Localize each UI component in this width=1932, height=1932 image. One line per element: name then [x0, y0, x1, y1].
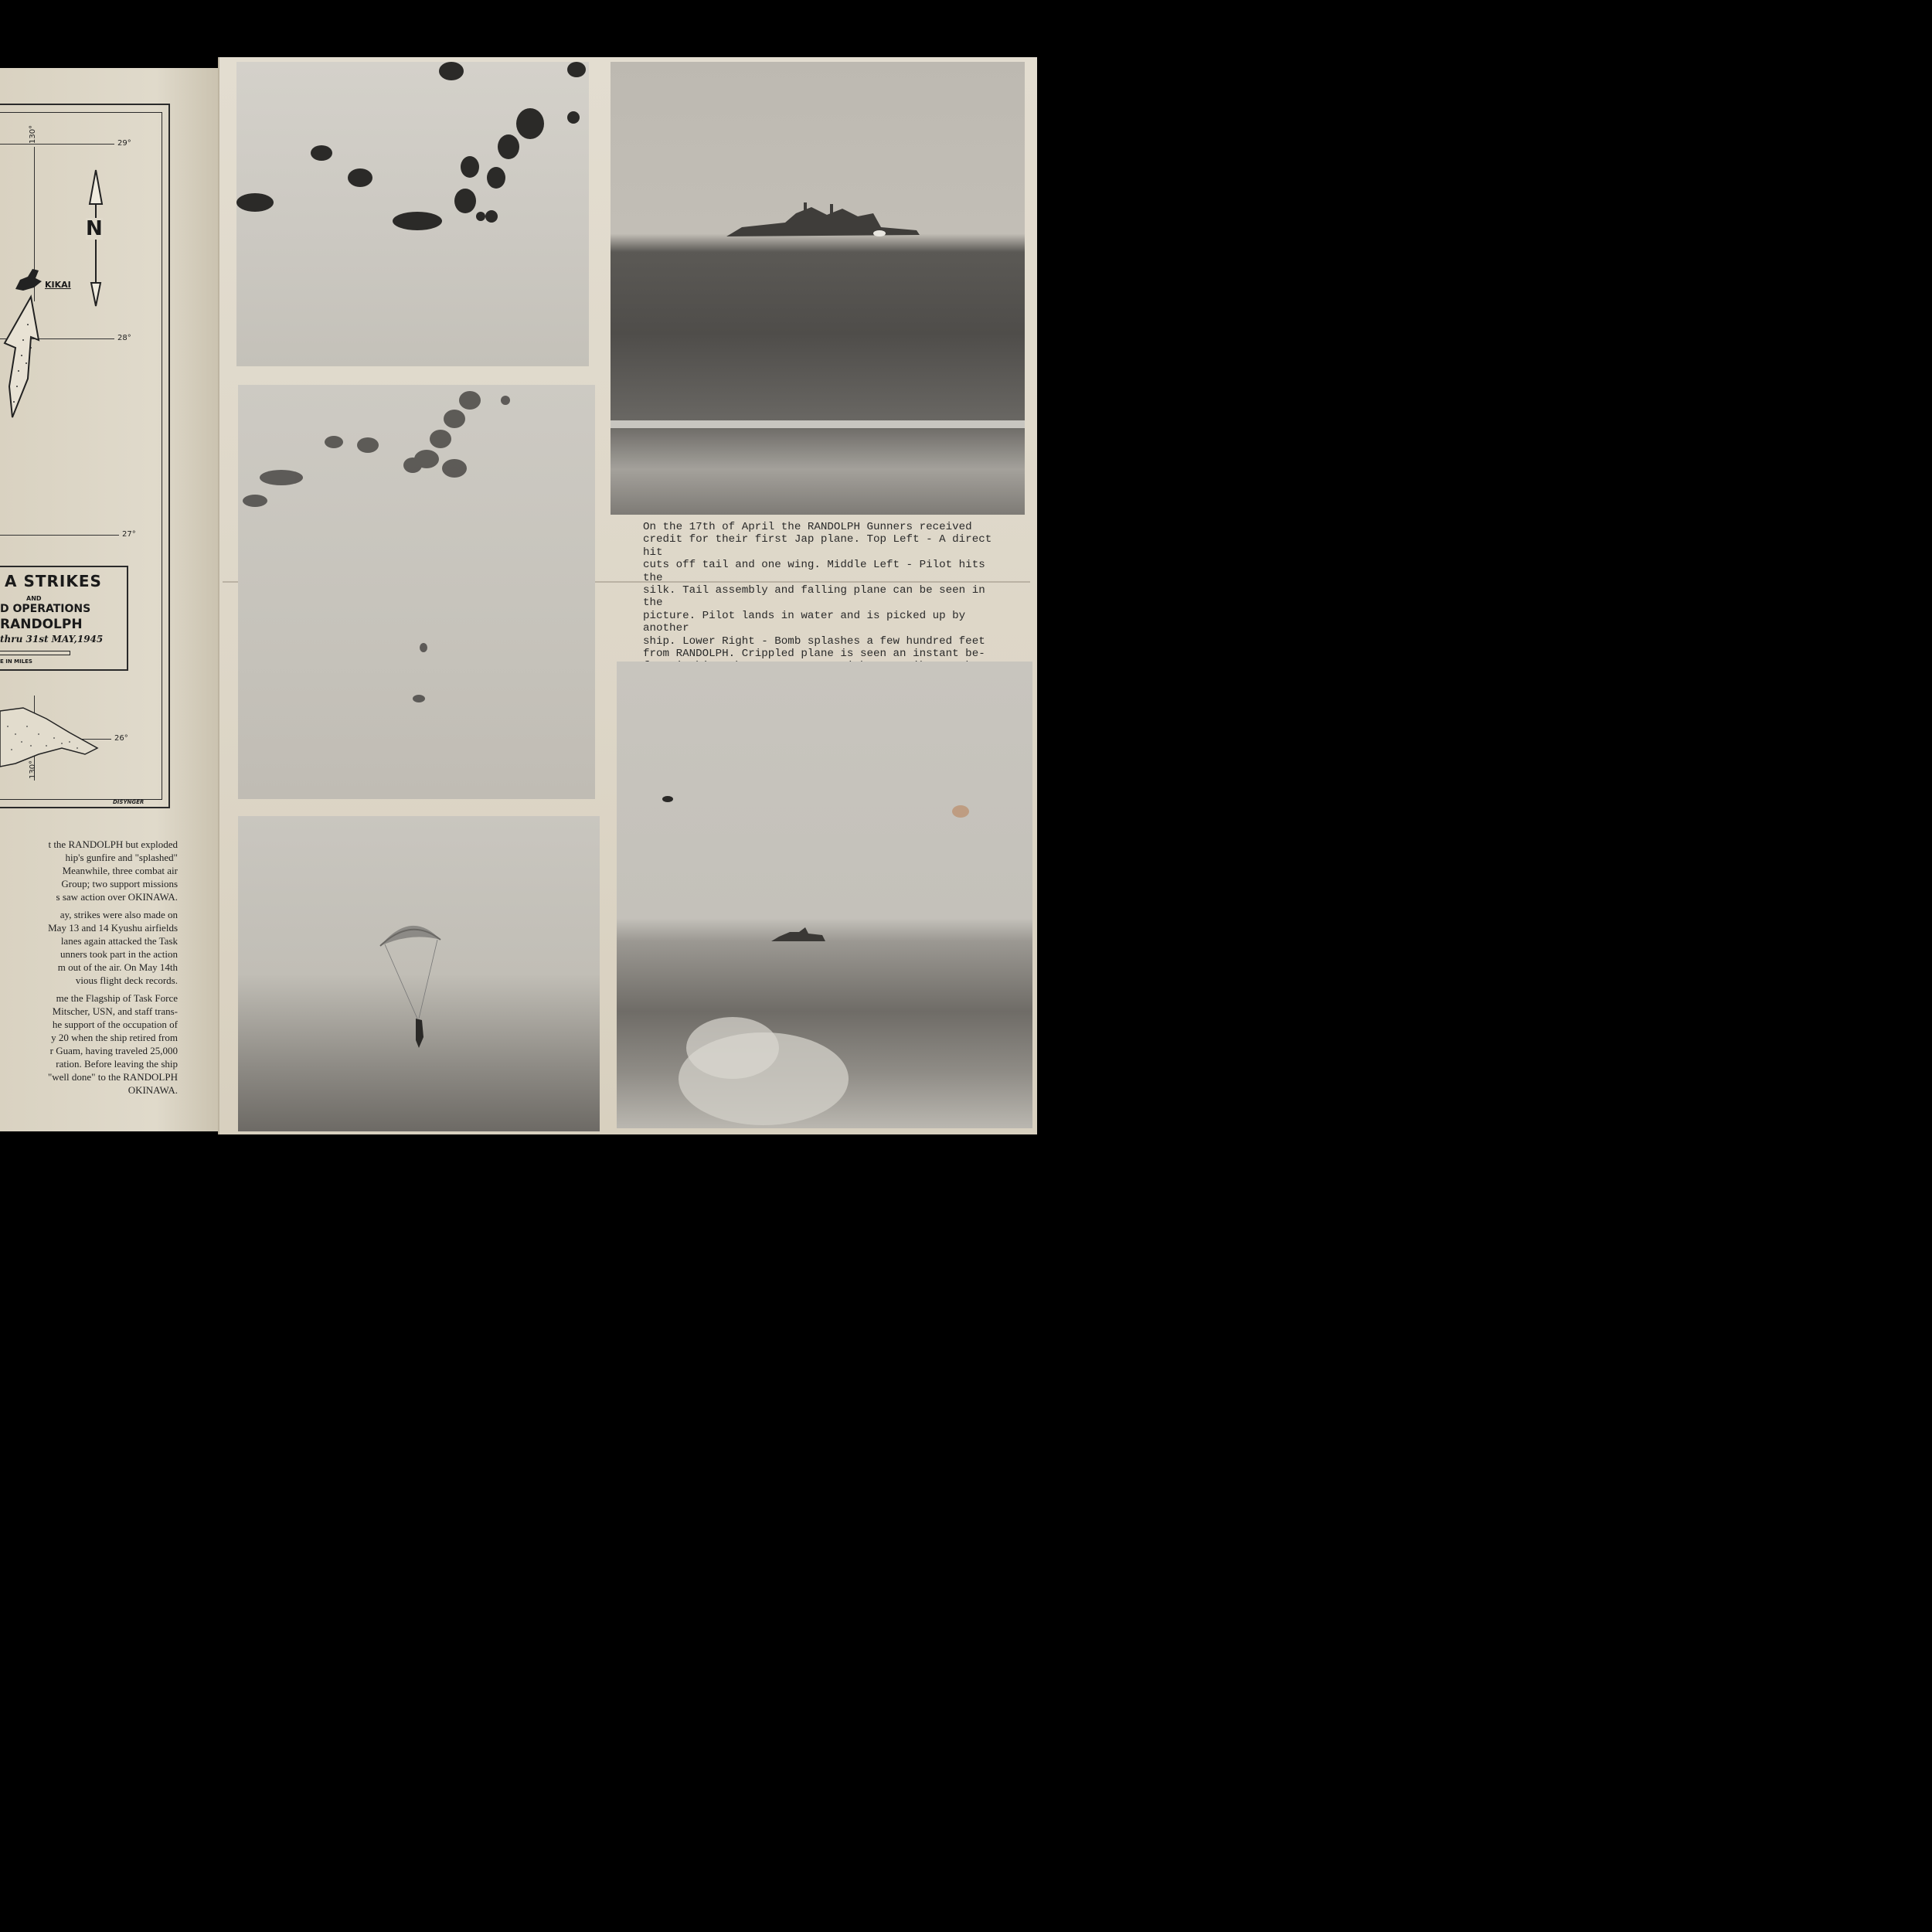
photo-bomb-splash [617, 662, 1032, 1128]
article-paragraph: me the Flagship of Task Force Mitscher, USN, and staff trans- he support of the occupation of y 20 when the ship retired from r Guam, having traveled 25,000 ration. Before leaving the ship "well done" to the RANDOLPH OKINAWA. [47, 992, 178, 1096]
map-inner-frame [0, 112, 162, 800]
compass-north-label: N [86, 217, 103, 240]
kikai-island-icon [12, 266, 46, 294]
parachute-icon [238, 816, 600, 1131]
caption-line: credit for their first Jap plane. Top Left - A direct hit [643, 533, 992, 559]
latitude-label: 28° [117, 334, 131, 342]
latitude-line [0, 144, 114, 145]
map-scale-bar [0, 651, 70, 655]
map-artist-signature: DISYNGER [113, 799, 145, 805]
caption-line: picture. Pilot lands in water and is picked up by another [643, 609, 966, 635]
longitude-label: 130° [29, 124, 37, 144]
smoke-trail-icon [238, 385, 595, 799]
left-article-text [0, 838, 178, 1101]
cruiser-ship-icon [611, 62, 1025, 515]
latitude-label: 29° [117, 139, 131, 148]
caption-line: On the 17th of April the RANDOLPH Gunners received [643, 521, 972, 533]
map-title-date: thru 31st MAY,1945 [0, 634, 104, 645]
photo-pilot-parachute [238, 816, 600, 1131]
flak-bursts-icon [236, 62, 589, 366]
map-title-and: AND [26, 595, 42, 602]
latitude-label: 27° [122, 530, 136, 539]
map-title-operations: D OPERATIONS [0, 603, 91, 615]
photo-direct-hit [236, 62, 589, 366]
caption-line: cuts off tail and one wing. Middle Left - Pilot hits the [643, 559, 985, 584]
map-title-ship: RANDOLPH [0, 617, 83, 632]
map-title-strikes: A STRIKES [5, 572, 102, 590]
latitude-label: 26° [114, 734, 128, 743]
article-paragraph: t the RANDOLPH but exploded hip's gunfire and "splashed" Meanwhile, three combat air Group; two support missions s saw action over OKINAWA. [48, 838, 178, 903]
caption-line: from RANDOLPH. Crippled plane is seen an instant be- [643, 648, 985, 661]
map-scale-label: E IN MILES [0, 658, 32, 665]
photo-cruiser-pasadena [611, 62, 1025, 515]
paper-stain [952, 805, 969, 818]
strike-route-arrow-icon [0, 294, 46, 430]
map-title-box [0, 566, 128, 671]
longitude-label: 130° [29, 760, 37, 779]
caption-line: ship. Lower Right - Bomb splashes a few hundred feet [643, 634, 985, 648]
photo-pilot-bailout [238, 385, 595, 799]
okinawa-island-icon [0, 703, 102, 773]
bomb-splash-icon [617, 662, 1032, 1128]
island-label: KIKAI [45, 280, 71, 290]
caption-line: silk. Tail assembly and falling plane can be seen in the [643, 584, 985, 610]
article-paragraph: ay, strikes were also made on May 13 and 14 Kyushu airfields lanes again attacked the Task unners took part in the action m out of the air. On May 14th vious flight deck records. [48, 909, 178, 986]
latitude-line [0, 535, 119, 536]
